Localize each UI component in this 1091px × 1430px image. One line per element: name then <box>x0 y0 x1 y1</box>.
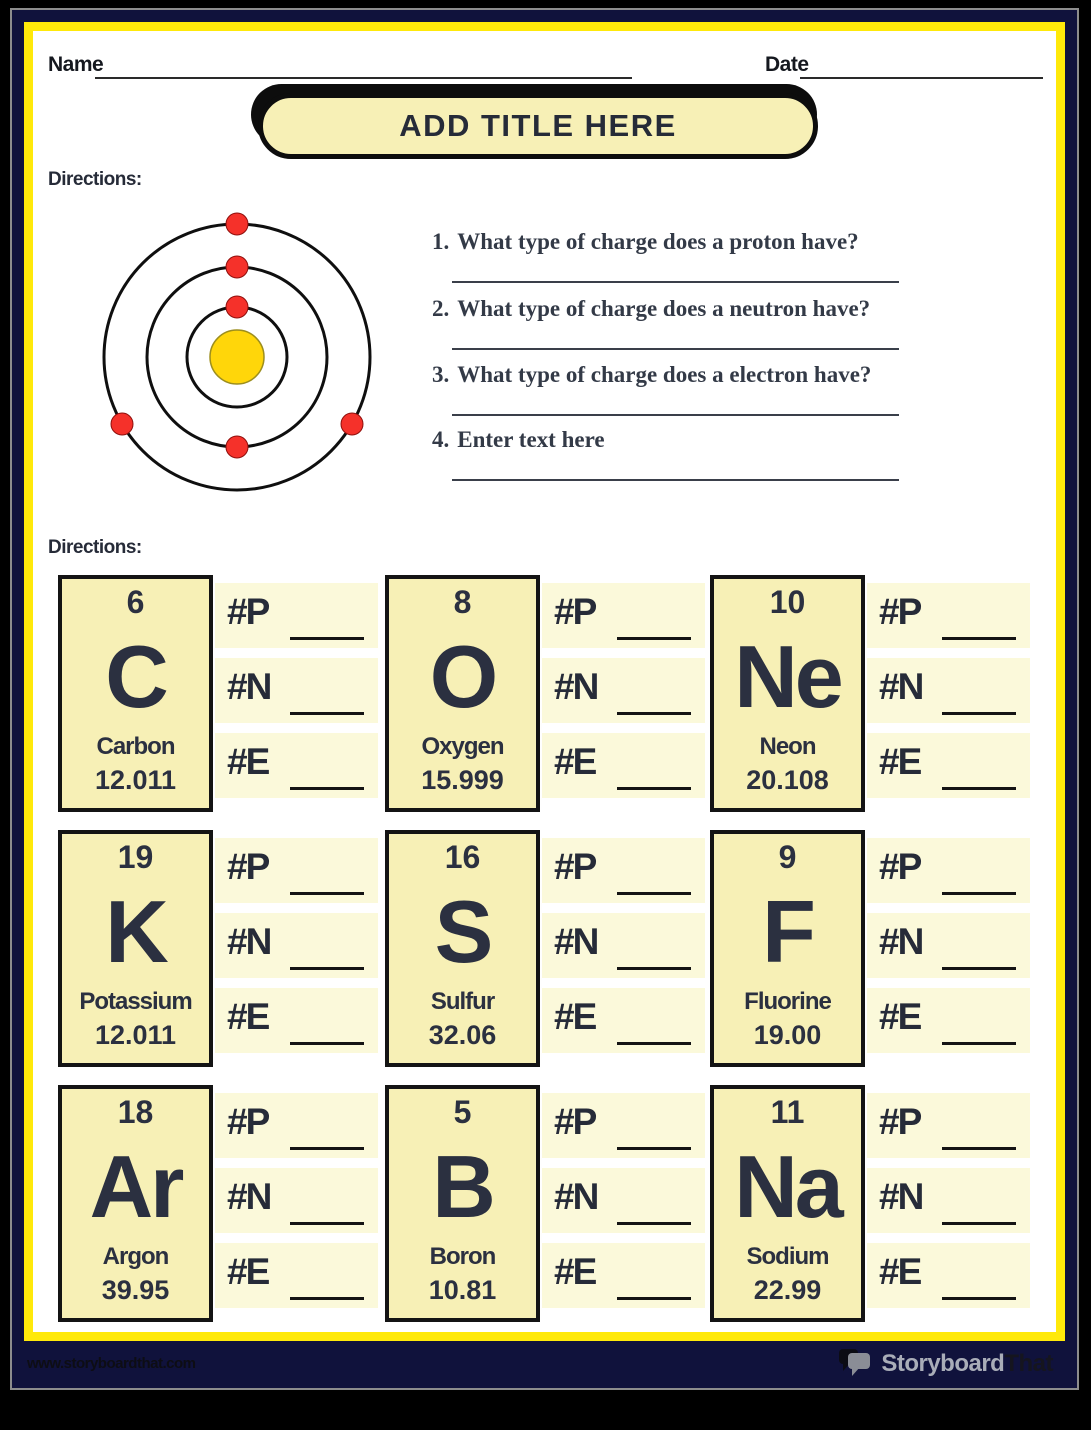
worksheet-page <box>10 8 1079 1390</box>
proton-count-row <box>542 838 705 903</box>
electron-count-blank[interactable] <box>942 787 1016 790</box>
element-unit-oxygen <box>385 575 707 812</box>
title-box[interactable] <box>258 93 818 159</box>
electron <box>226 436 248 458</box>
element-mass: 19.00 <box>753 1020 822 1051</box>
neutron-count-row <box>867 913 1030 978</box>
atomic-number: 18 <box>117 1094 154 1130</box>
neutron-count-blank[interactable] <box>617 1222 691 1225</box>
electron-count-blank[interactable] <box>617 1042 691 1045</box>
electron-count-label: #E <box>554 996 596 1037</box>
proton-count-blank[interactable] <box>290 892 364 895</box>
electron-count-label: #E <box>879 996 921 1037</box>
neutron-count-label: #N <box>879 1176 923 1217</box>
element-card <box>710 1085 865 1322</box>
electron-count-label: #E <box>227 741 269 782</box>
element-mass: 12.011 <box>94 1020 177 1051</box>
atomic-number: 9 <box>778 839 797 875</box>
proton-count-row <box>867 583 1030 648</box>
electron-count-row <box>542 988 705 1053</box>
element-card <box>385 830 540 1067</box>
atomic-number: 6 <box>126 584 145 620</box>
electron-count-label: #E <box>554 741 596 782</box>
element-card <box>710 575 865 812</box>
answer-line[interactable] <box>452 414 899 416</box>
proton-count-row <box>542 583 705 648</box>
proton-count-label: #P <box>879 1101 921 1142</box>
proton-count-row <box>867 838 1030 903</box>
element-symbol: K <box>105 882 166 982</box>
electron <box>341 413 363 435</box>
element-name: Fluorine <box>744 987 831 1015</box>
proton-count-label: #P <box>879 591 921 632</box>
answer-line[interactable] <box>452 348 899 350</box>
question-row <box>432 362 934 416</box>
neutron-count-label: #N <box>554 666 598 707</box>
electron-count-row <box>542 1243 705 1308</box>
storyboardthat-logo[interactable] <box>839 1349 1053 1379</box>
element-unit-potassium <box>58 830 380 1067</box>
element-unit-neon <box>710 575 1032 812</box>
name-line[interactable] <box>95 77 632 79</box>
element-unit-sulfur <box>385 830 707 1067</box>
neutron-count-label: #N <box>879 666 923 707</box>
answer-line[interactable] <box>452 281 899 283</box>
neutron-count-row <box>542 913 705 978</box>
proton-count-blank[interactable] <box>617 892 691 895</box>
proton-count-blank[interactable] <box>290 637 364 640</box>
date-label: Date <box>765 53 809 76</box>
question-text: 3. What type of charge does a electron have? <box>432 362 872 387</box>
element-symbol: Ne <box>734 627 841 727</box>
electron-count-row <box>215 733 378 798</box>
atomic-number: 5 <box>453 1094 472 1130</box>
proton-count-label: #P <box>554 591 596 632</box>
proton-count-label: #P <box>879 846 921 887</box>
question-number: 2. <box>432 296 450 321</box>
name-label: Name <box>48 53 104 76</box>
electron <box>226 296 248 318</box>
neutron-count-blank[interactable] <box>290 712 364 715</box>
date-line[interactable] <box>800 77 1043 79</box>
electron-count-row <box>542 733 705 798</box>
proton-count-label: #P <box>227 591 269 632</box>
proton-count-blank[interactable] <box>290 1147 364 1150</box>
element-symbol: S <box>434 882 491 982</box>
element-symbol: B <box>432 1137 493 1237</box>
proton-count-row <box>542 1093 705 1158</box>
element-mass: 32.06 <box>428 1020 497 1051</box>
element-name: Neon <box>759 732 816 760</box>
page-title: ADD TITLE HERE <box>399 108 677 143</box>
element-card <box>385 575 540 812</box>
proton-count-label: #P <box>227 1101 269 1142</box>
electron-count-row <box>215 988 378 1053</box>
question-row <box>432 229 934 283</box>
element-name: Carbon <box>96 732 175 760</box>
neutron-count-label: #N <box>227 1176 271 1217</box>
electron-count-label: #E <box>227 1251 269 1292</box>
element-name: Boron <box>429 1242 496 1270</box>
electron-count-blank[interactable] <box>290 787 364 790</box>
question-row <box>432 427 934 481</box>
element-symbol: F <box>762 882 813 982</box>
element-card <box>58 830 213 1067</box>
question-number: 1. <box>432 229 450 254</box>
neutron-count-row <box>867 658 1030 723</box>
element-unit-sodium <box>710 1085 1032 1322</box>
electron-count-row <box>867 988 1030 1053</box>
neutron-count-blank[interactable] <box>942 712 1016 715</box>
element-card <box>710 830 865 1067</box>
electron-count-row <box>867 733 1030 798</box>
answer-line[interactable] <box>452 479 899 481</box>
proton-count-row <box>215 583 378 648</box>
proton-count-label: #P <box>227 846 269 887</box>
element-mass: 12.011 <box>94 765 177 796</box>
atomic-number: 19 <box>117 839 154 875</box>
neutron-count-blank[interactable] <box>617 712 691 715</box>
proton-count-row <box>215 838 378 903</box>
element-name: Argon <box>102 1242 169 1270</box>
electron-count-blank[interactable] <box>942 1042 1016 1045</box>
proton-count-row <box>215 1093 378 1158</box>
element-name: Sulfur <box>430 987 495 1015</box>
element-unit-fluorine <box>710 830 1032 1067</box>
neutron-count-label: #N <box>227 921 271 962</box>
worksheet-content <box>33 31 1056 1332</box>
electron-count-blank[interactable] <box>617 1297 691 1300</box>
neutron-count-blank[interactable] <box>942 1222 1016 1225</box>
element-unit-argon <box>58 1085 380 1322</box>
atomic-number: 10 <box>769 584 806 620</box>
electron-count-label: #E <box>879 1251 921 1292</box>
neutron-count-row <box>215 913 378 978</box>
atomic-number: 16 <box>444 839 481 875</box>
electron-count-blank[interactable] <box>290 1297 364 1300</box>
electron-count-blank[interactable] <box>617 787 691 790</box>
proton-count-label: #P <box>554 1101 596 1142</box>
proton-count-blank[interactable] <box>942 1147 1016 1150</box>
electron-count-label: #E <box>227 996 269 1037</box>
question-text: 4. Enter text here <box>432 427 605 452</box>
element-symbol: O <box>429 627 496 727</box>
question-text: 1. What type of charge does a proton have? <box>432 229 859 254</box>
atomic-number: 11 <box>770 1094 805 1130</box>
neutron-count-label: #N <box>554 1176 598 1217</box>
directions-label-1: Directions: <box>48 169 142 190</box>
element-name: Potassium <box>79 987 192 1015</box>
footer-url: www.storyboardthat.com <box>27 1355 196 1372</box>
question-text: 2. What type of charge does a neutron have? <box>432 296 871 321</box>
question-number: 4. <box>432 427 450 452</box>
electron-count-row <box>215 1243 378 1308</box>
neutron-count-label: #N <box>554 921 598 962</box>
electron <box>226 213 248 235</box>
neutron-count-blank[interactable] <box>942 967 1016 970</box>
element-symbol: Na <box>734 1137 841 1237</box>
directions-label-2: Directions: <box>48 537 142 558</box>
neutron-count-blank[interactable] <box>290 1222 364 1225</box>
neutron-count-label: #N <box>879 921 923 962</box>
electron-count-blank[interactable] <box>942 1297 1016 1300</box>
atomic-number: 8 <box>453 584 472 620</box>
proton-count-blank[interactable] <box>617 637 691 640</box>
element-mass: 10.81 <box>428 1275 497 1306</box>
element-unit-carbon <box>58 575 380 812</box>
element-symbol: Ar <box>89 1137 182 1237</box>
electron-count-label: #E <box>554 1251 596 1292</box>
electron-count-blank[interactable] <box>290 1042 364 1045</box>
element-mass: 20.108 <box>746 765 829 796</box>
element-symbol: C <box>105 627 166 727</box>
element-card <box>58 1085 213 1322</box>
brand-text: StoryboardThat <box>881 1350 1053 1377</box>
electron <box>111 413 133 435</box>
proton-count-blank[interactable] <box>942 892 1016 895</box>
neutron-count-label: #N <box>227 666 271 707</box>
proton-count-blank[interactable] <box>617 1147 691 1150</box>
proton-count-row <box>867 1093 1030 1158</box>
neutron-count-row <box>542 658 705 723</box>
proton-count-label: #P <box>554 846 596 887</box>
neutron-count-row <box>215 658 378 723</box>
neutron-count-row <box>867 1168 1030 1233</box>
nucleus <box>210 330 264 384</box>
neutron-count-blank[interactable] <box>617 967 691 970</box>
element-name: Sodium <box>746 1242 829 1270</box>
question-number: 3. <box>432 362 450 387</box>
neutron-count-row <box>542 1168 705 1233</box>
yellow-frame <box>24 22 1065 1341</box>
element-card <box>58 575 213 812</box>
footer-bar <box>12 1341 1077 1388</box>
element-mass: 39.95 <box>101 1275 170 1306</box>
element-unit-boron <box>385 1085 707 1322</box>
proton-count-blank[interactable] <box>942 637 1016 640</box>
atom-diagram <box>90 210 384 504</box>
neutron-count-blank[interactable] <box>290 967 364 970</box>
electron-count-row <box>867 1243 1030 1308</box>
electron-count-label: #E <box>879 741 921 782</box>
neutron-count-row <box>215 1168 378 1233</box>
element-mass: 22.99 <box>753 1275 822 1306</box>
speech-bubbles-icon <box>839 1349 873 1379</box>
element-mass: 15.999 <box>421 765 504 796</box>
question-row <box>432 296 934 350</box>
element-name: Oxygen <box>421 732 504 760</box>
element-card <box>385 1085 540 1322</box>
electron <box>226 256 248 278</box>
